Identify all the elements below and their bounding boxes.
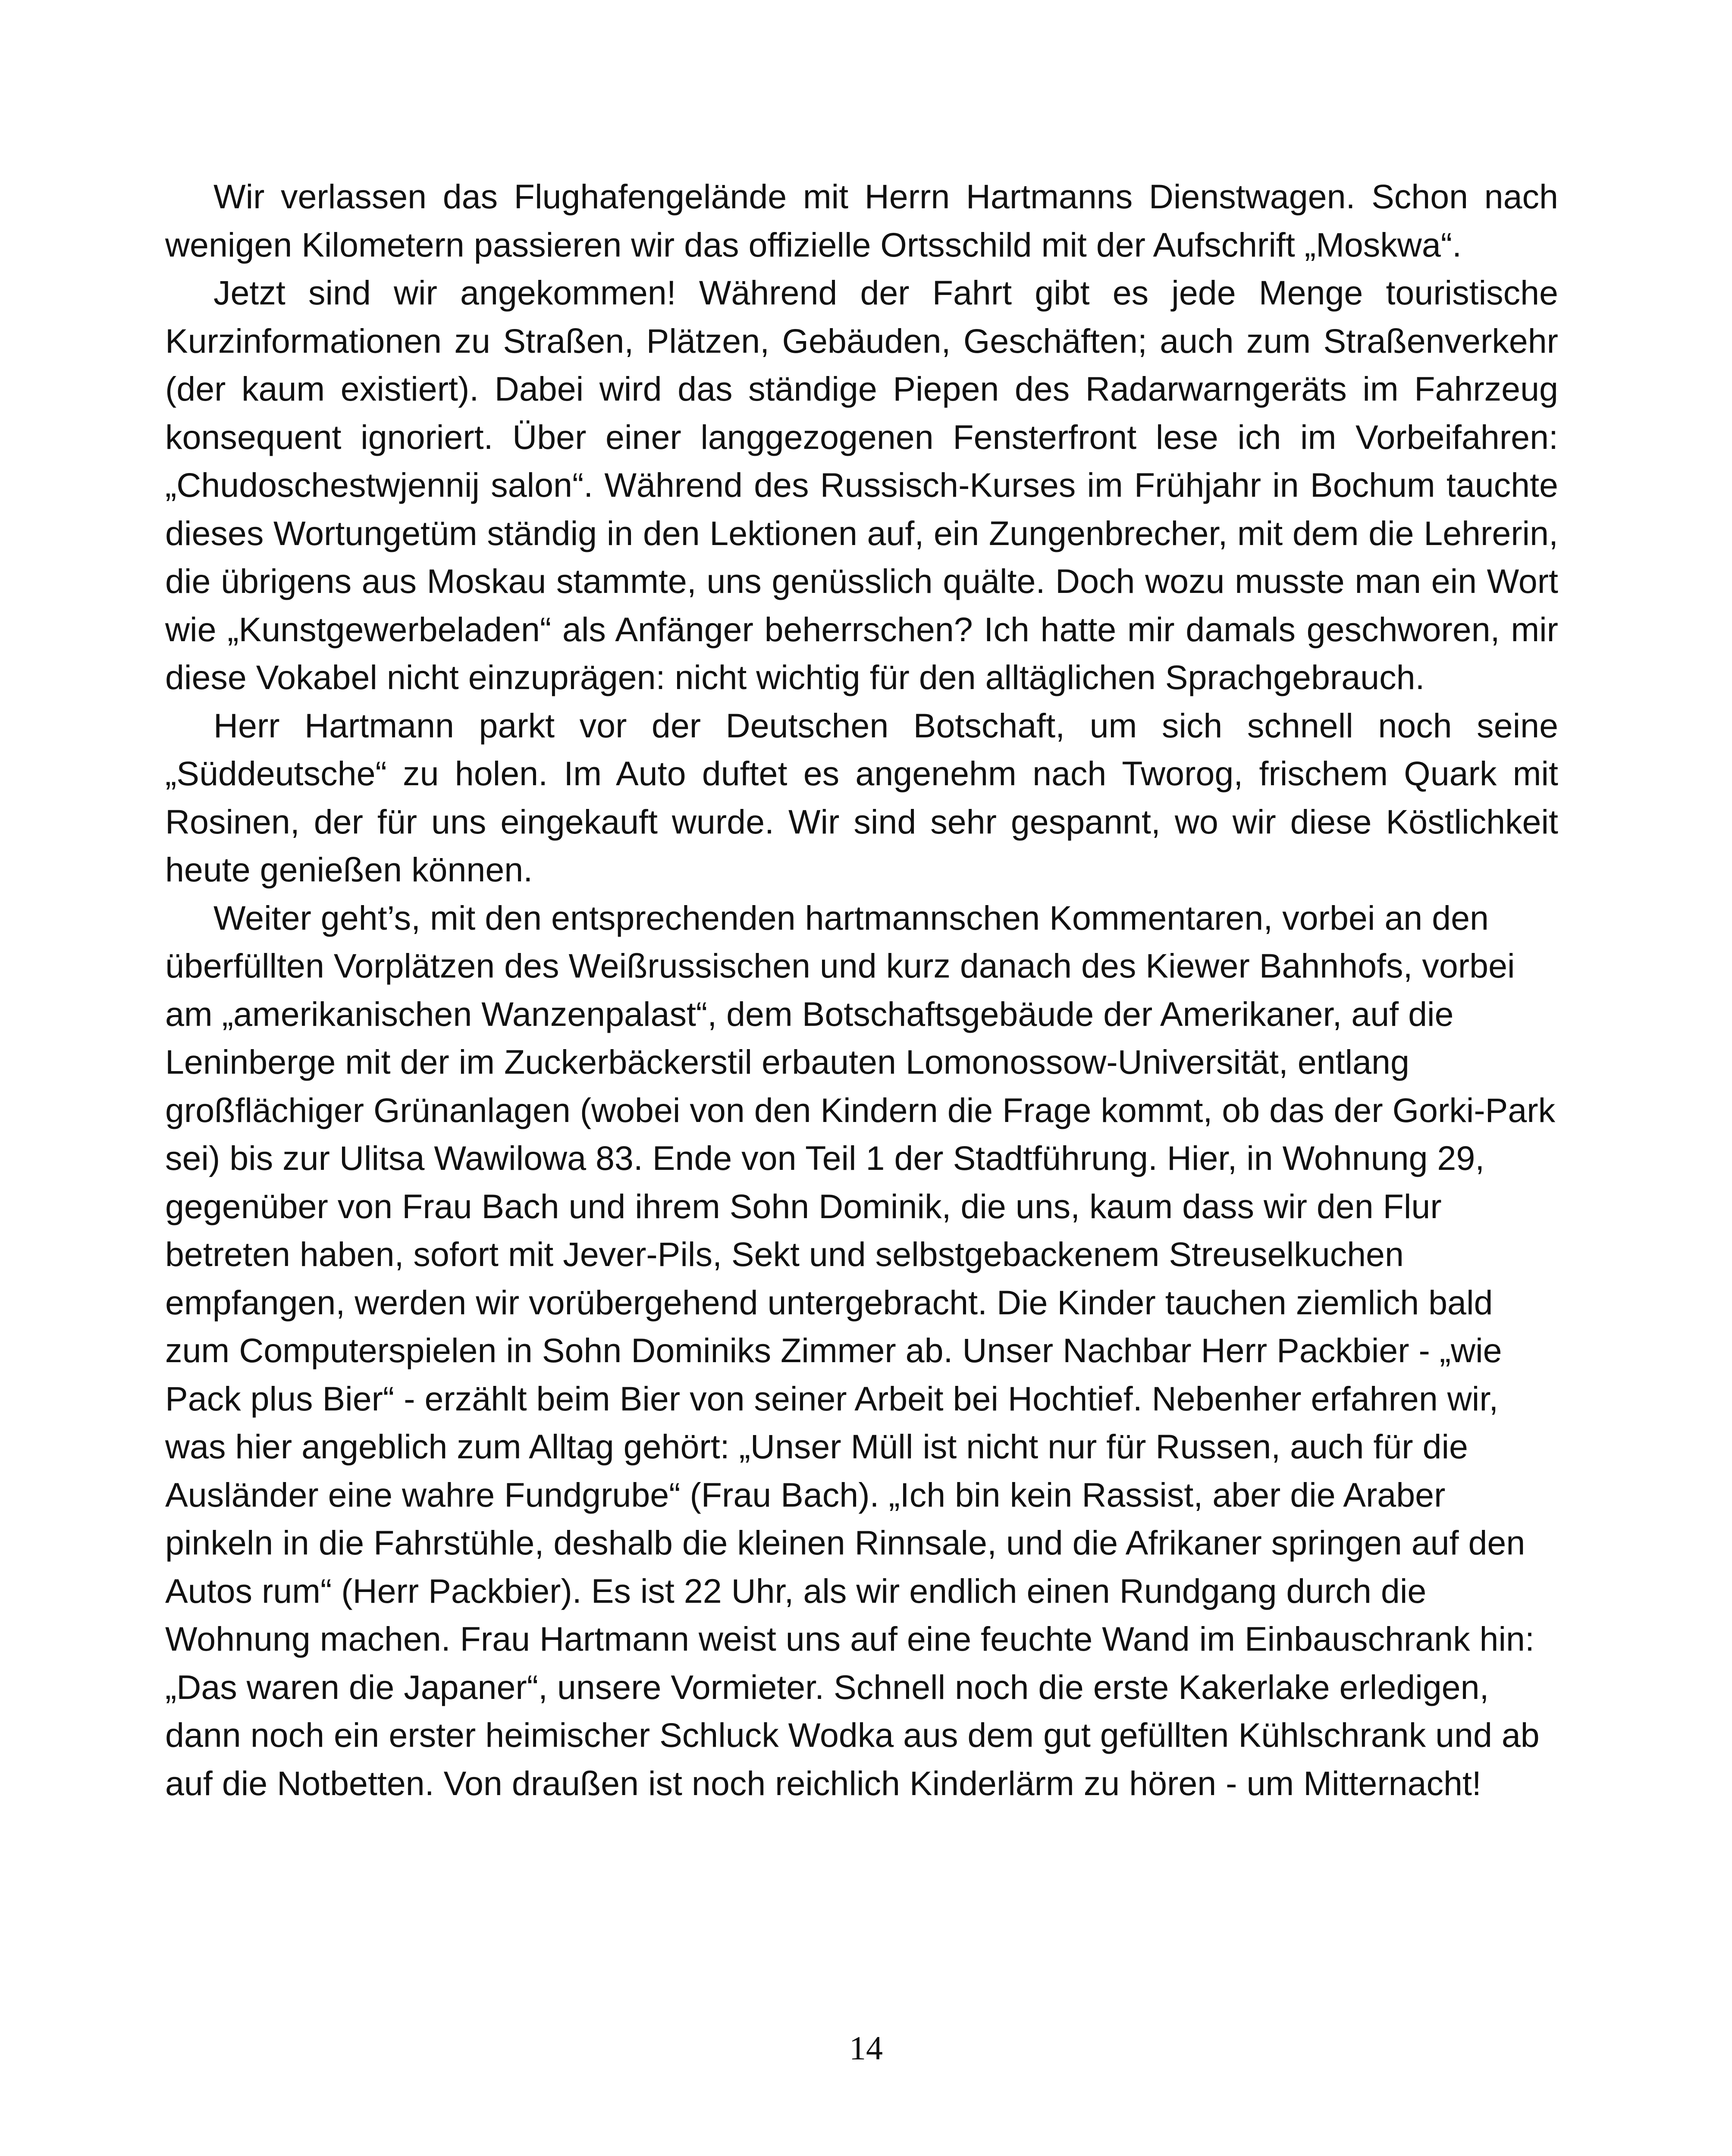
page-number: 14 (849, 2029, 883, 2067)
paragraph: Herr Hartmann parkt vor der Deutschen Botschaft, um sich schnell noch seine „Süddeutsche“ zu holen. Im Auto duftet es angenehm nach Tworog, frischem Quark mit Rosinen, der für uns eingekauft wurde. Wir sind sehr gespannt, wo wir diese Köstlichkeit heute genießen können. (165, 706, 1558, 889)
paragraph: Weiter geht’s, mit den entsprechenden hartmannschen Kommentaren, vorbei an den überfüllten Vorplätzen des Weißrussischen und kurz danach des Kiewer Bahnhofs, vorbei am „amerikanischen Wanzenpalast“, dem Botschaftsgebäude der Amerikaner, auf die Leninberge mit der im Zuckerbäckerstil erbauten Lomonossow-Universität, entlang großflächiger Grünanlagen (wobei von den Kindern die Frage kommt, ob das der Gorki-Park sei) bis zur Ulitsa Wawilowa 83. Ende von Teil 1 der Stadtführung. Hier, in Wohnung 29, gegenüber von Frau Bach und ihrem Sohn Dominik, die uns, kaum dass wir den Flur betreten haben, sofort mit Jever-Pils, Sekt und selbstgebackenem Streuselkuchen empfangen, werden wir vorübergehend untergebracht. Die Kinder tauchen ziemlich bald zum Computerspielen in Sohn Dominiks Zimmer ab. Unser Nachbar Herr Packbier - „wie Pack plus Bier“ - erzählt beim Bier von seiner Arbeit bei Hochtief. Nebenher erfahren wir, was hier angeblich zum Alltag gehört: „Unser Müll ist nicht nur für Russen, auch für die Ausländer eine wahre Fundgrube“ (Frau Bach). „Ich bin kein Rassist, aber die Araber pinkeln in die Fahrstühle, deshalb die kleinen Rinnsale, und die Afrikaner springen auf den Autos rum“ (Herr Packbier). Es ist 22 Uhr, als wir endlich einen Rundgang durch die Wohnung machen. Frau Hartmann weist uns auf eine feuchte Wand im Einbauschrank hin: „Das waren die Japaner“, unsere Vormieter. Schnell noch die erste Kakerlake erledigen, dann noch ein erster heimischer Schluck Wodka aus dem gut gefüllten Kühlschrank und ab auf die Notbetten. Von draußen ist noch reichlich Kinderlärm zu hören - um Mitternacht! (165, 898, 1556, 1802)
body-text (165, 172, 1558, 1807)
paragraph: Jetzt sind wir angekommen! Während der Fahrt gibt es jede Menge touristische Kurzinformationen zu Straßen, Plätzen, Gebäuden, Geschäften; auch zum Straßenverkehr (der kaum existiert). Dabei wird das ständige Piepen des Radarwarngeräts im Fahrzeug konsequent ignoriert. Über einer langgezogenen Fensterfront lese ich im Vorbeifahren: „Chudoschestwjennij salon“. Während des Russisch-Kurses im Frühjahr in Bochum tauchte dieses Wortungetüm ständig in den Lektionen auf, ein Zungenbrecher, mit dem die Lehrerin, die übrigens aus Moskau stammte, uns genüsslich quälte. Doch wozu musste man ein Wort wie „Kunstgewerbeladen“ als Anfänger beherrschen? Ich hatte mir damals geschworen, mir diese Vokabel nicht einzuprägen: nicht wichtig für den alltäglichen Sprachgebrauch. (165, 273, 1558, 696)
paragraph: Wir verlassen das Flughafengelände mit Herrn Hartmanns Dienstwagen. Schon nach wenigen Kilometern passieren wir das offizielle Ortsschild mit der Aufschrift „Moskwa“. (165, 177, 1558, 264)
